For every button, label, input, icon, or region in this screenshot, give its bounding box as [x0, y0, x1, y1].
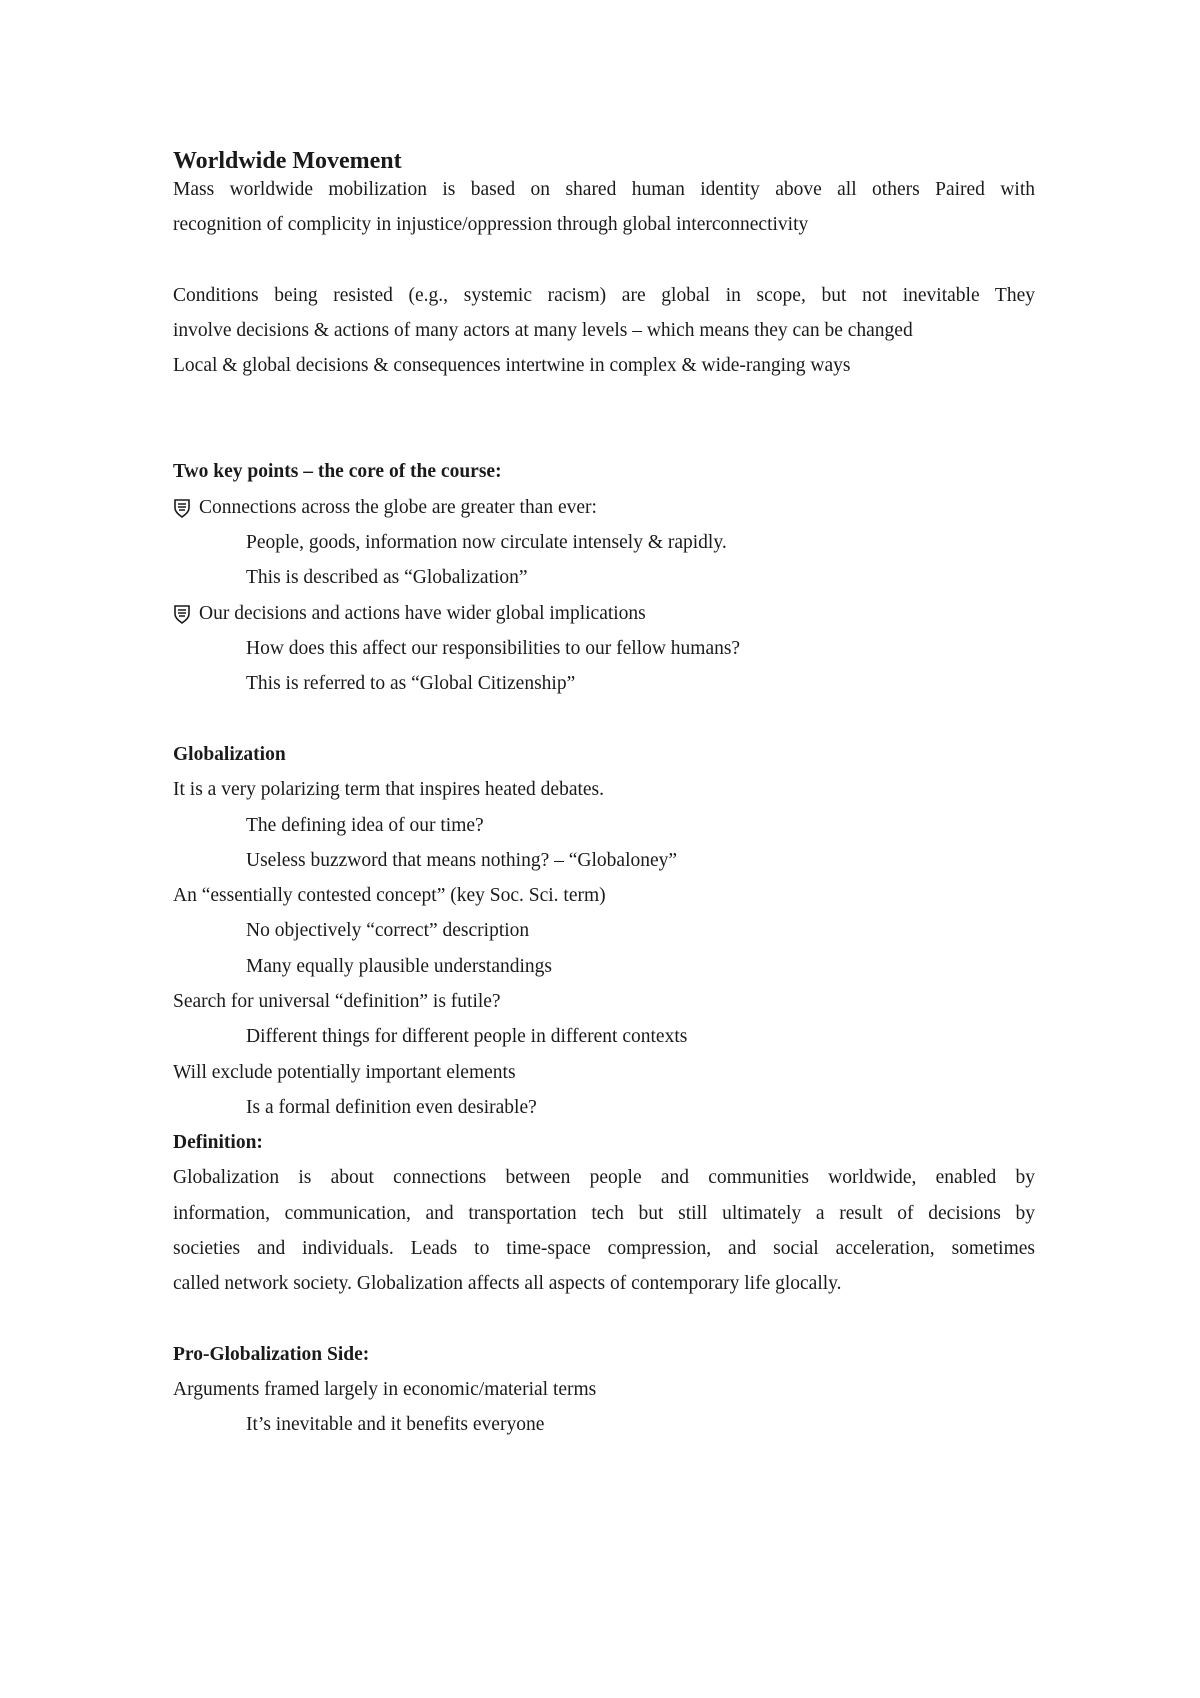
definition-line-1: Globalization is about connections between people and communities worldwide, enabled by [173, 1167, 1035, 1188]
key-point-1 [173, 496, 597, 520]
globalization-heading: Globalization [173, 744, 286, 765]
globalization-line-4: An “essentially contested concept” (key Soc. Sci. term) [173, 885, 606, 906]
globalization-line-6: Many equally plausible understandings [246, 956, 552, 977]
globalization-line-10: Is a formal definition even desirable? [246, 1097, 537, 1118]
globalization-line-1: It is a very polarizing term that inspires heated debates. [173, 779, 605, 800]
pro-globalization-line-1: Arguments framed largely in economic/material terms [173, 1379, 597, 1400]
conditions-line-3: Local & global decisions & consequences intertwine in complex & wide-ranging ways [173, 355, 851, 376]
definition-line-3: societies and individuals. Leads to time-space compression, and social acceleration, sometimes [173, 1238, 1035, 1259]
globalization-line-8: Different things for different people in different contexts [246, 1026, 688, 1047]
pro-globalization-heading: Pro-Globalization Side: [173, 1344, 370, 1365]
shield-bullet-icon [173, 498, 191, 518]
key-point-2-sub-1: How does this affect our responsibilities to our fellow humans? [246, 638, 741, 659]
conditions-line-1: Conditions being resisted (e.g., systemic racism) are global in scope, but not inevitable They [173, 285, 1035, 306]
document-title: Worldwide Movement [173, 148, 402, 174]
definition-line-4: called network society. Globalization affects all aspects of contemporary life glocally. [173, 1273, 842, 1294]
definition-heading: Definition: [173, 1132, 263, 1153]
key-point-2 [173, 602, 646, 626]
key-point-2-text: Our decisions and actions have wider global implications [199, 603, 646, 624]
intro-line-1: Mass worldwide mobilization is based on shared human identity above all others Paired with [173, 179, 1035, 200]
globalization-line-5: No objectively “correct” description [246, 920, 530, 941]
key-point-1-sub-2: This is described as “Globalization” [246, 567, 528, 588]
shield-bullet-icon [173, 604, 191, 624]
globalization-line-9: Will exclude potentially important elements [173, 1062, 516, 1083]
globalization-line-3: Useless buzzword that means nothing? – “Globaloney” [246, 850, 678, 871]
definition-line-2: information, communication, and transportation tech but still ultimately a result of decisions by [173, 1203, 1035, 1224]
key-point-1-text: Connections across the globe are greater than ever: [199, 497, 597, 518]
key-point-1-sub-1: People, goods, information now circulate intensely & rapidly. [246, 532, 727, 553]
conditions-line-2: involve decisions & actions of many actors at many levels – which means they can be changed [173, 320, 913, 341]
globalization-line-2: The defining idea of our time? [246, 815, 484, 836]
intro-line-2: recognition of complicity in injustice/oppression through global interconnectivity [173, 214, 809, 235]
key-points-heading: Two key points – the core of the course: [173, 461, 502, 482]
globalization-line-7: Search for universal “definition” is futile? [173, 991, 501, 1012]
key-point-2-sub-2: This is referred to as “Global Citizenship” [246, 673, 576, 694]
pro-globalization-line-2: It’s inevitable and it benefits everyone [246, 1414, 545, 1435]
